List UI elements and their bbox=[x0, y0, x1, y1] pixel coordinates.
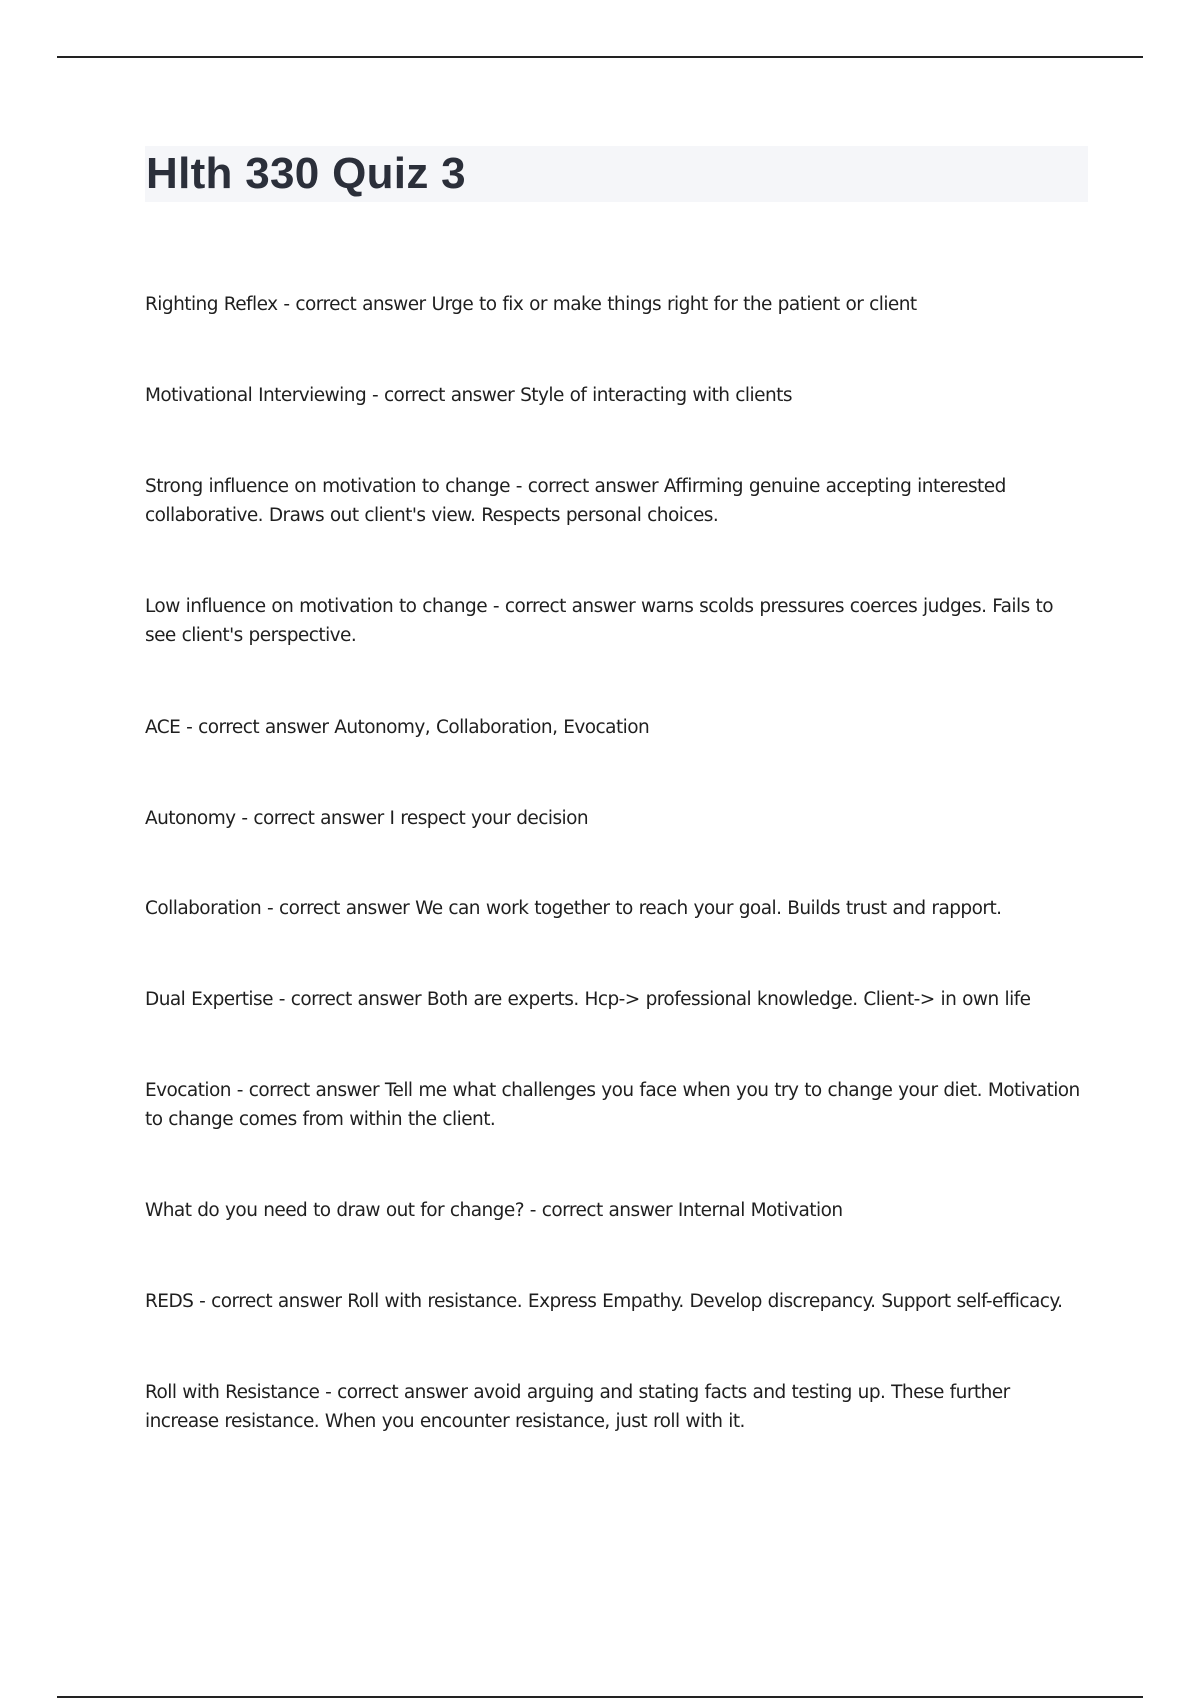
qa-term: ACE bbox=[145, 717, 181, 738]
qa-term: Dual Expertise bbox=[145, 989, 273, 1010]
qa-term: Low influence on motivation to change bbox=[145, 596, 488, 617]
qa-item bbox=[145, 894, 1085, 923]
qa-answer: warns scolds pressures coerces judges. Fails to see client's perspective. bbox=[145, 596, 1053, 646]
qa-separator: - bbox=[509, 476, 528, 497]
qa-item bbox=[145, 290, 1085, 319]
qa-item bbox=[145, 985, 1085, 1014]
qa-item bbox=[145, 381, 1085, 410]
qa-separator: - bbox=[230, 1080, 249, 1101]
qa-term: Righting Reflex bbox=[145, 294, 278, 315]
qa-term: Autonomy bbox=[145, 808, 236, 829]
qa-label: correct answer bbox=[253, 808, 384, 829]
qa-answer: Affirming genuine accepting interested collaborative. Draws out client's view. Respects personal choices. bbox=[145, 476, 1006, 526]
qa-separator: - bbox=[366, 385, 384, 406]
qa-separator: - bbox=[277, 294, 296, 315]
qa-separator: - bbox=[272, 989, 291, 1010]
qa-item bbox=[145, 713, 1085, 742]
qa-label: correct answer bbox=[383, 385, 515, 406]
qa-term: Collaboration bbox=[145, 898, 262, 919]
qa-label: correct answer bbox=[290, 989, 421, 1010]
qa-label: correct answer bbox=[198, 717, 329, 738]
qa-answer: Autonomy, Collaboration, Evocation bbox=[334, 717, 650, 738]
qa-term: REDS bbox=[145, 1291, 194, 1312]
qa-label: correct answer bbox=[211, 1291, 342, 1312]
qa-term: Motivational Interviewing bbox=[145, 385, 367, 406]
qa-item bbox=[145, 472, 1085, 530]
qa-answer: avoid arguing and stating facts and testing up. These further increase resistance. When you encounter resistance, just roll with it. bbox=[145, 1382, 1010, 1432]
qa-separator: - bbox=[193, 1291, 212, 1312]
qa-item bbox=[145, 1287, 1085, 1316]
qa-label: correct answer bbox=[541, 1200, 673, 1221]
qa-answer: Both are experts. Hcp-> professional knowledge. Client-> in own life bbox=[426, 989, 1031, 1010]
qa-answer: Roll with resistance. Express Empathy. Develop discrepancy. Support self-efficacy. bbox=[347, 1291, 1063, 1312]
qa-label: correct answer bbox=[504, 596, 636, 617]
qa-label: correct answer bbox=[248, 1080, 380, 1101]
qa-answer: We can work together to reach your goal. Builds trust and rapport. bbox=[415, 898, 1002, 919]
qa-label: correct answer bbox=[295, 294, 426, 315]
qa-answer: Tell me what challenges you face when you try to change your diet. Motivation to change comes from within the client. bbox=[145, 1080, 1080, 1130]
header-rule bbox=[57, 56, 1143, 58]
qa-separator: - bbox=[487, 596, 505, 617]
qa-label: correct answer bbox=[337, 1382, 468, 1403]
qa-label: correct answer bbox=[278, 898, 410, 919]
qa-term: Roll with Resistance bbox=[145, 1382, 320, 1403]
qa-answer: Urge to fix or make things right for the patient or client bbox=[431, 294, 917, 315]
qa-term: Strong influence on motivation to change bbox=[145, 476, 510, 497]
qa-item bbox=[145, 1196, 1085, 1225]
qa-label: correct answer bbox=[527, 476, 659, 497]
qa-separator: - bbox=[235, 808, 254, 829]
qa-separator: - bbox=[180, 717, 199, 738]
qa-answer: I respect your decision bbox=[389, 808, 589, 829]
qa-term: What do you need to draw out for change? bbox=[145, 1200, 524, 1221]
qa-item bbox=[145, 592, 1085, 650]
footer-rule bbox=[57, 1696, 1143, 1698]
qa-separator: - bbox=[261, 898, 279, 919]
qa-item bbox=[145, 1076, 1085, 1134]
qa-answer: Internal Motivation bbox=[677, 1200, 843, 1221]
qa-term: Evocation bbox=[145, 1080, 231, 1101]
qa-answer: Style of interacting with clients bbox=[520, 385, 792, 406]
qa-separator: - bbox=[319, 1382, 338, 1403]
page-title: Hlth 330 Quiz 3 bbox=[146, 149, 466, 198]
qa-separator: - bbox=[523, 1200, 542, 1221]
qa-item bbox=[145, 804, 1085, 833]
qa-item bbox=[145, 1378, 1085, 1436]
